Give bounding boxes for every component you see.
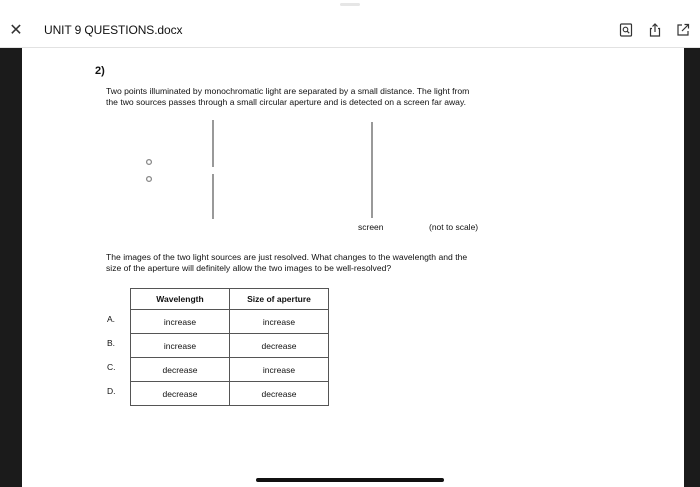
document-title: UNIT 9 QUESTIONS.docx: [44, 23, 183, 37]
cell-aperture: decrease: [230, 334, 329, 358]
cell-wavelength: increase: [131, 334, 230, 358]
cell-aperture: increase: [230, 310, 329, 334]
search-document-icon: [619, 23, 633, 37]
close-button[interactable]: [6, 20, 26, 40]
option-letter-a: A.: [107, 314, 116, 324]
question-prompt-line-1: The images of the two light sources are just resolved. What changes to the wavelength and the: [106, 252, 468, 262]
cell-aperture: decrease: [230, 382, 329, 406]
question-intro: [106, 86, 526, 108]
cell-wavelength: decrease: [131, 382, 230, 406]
answer-table: [130, 288, 329, 406]
viewer-margin-left: [0, 48, 22, 487]
open-external-button[interactable]: [674, 21, 692, 39]
document-page[interactable]: [22, 48, 684, 487]
option-letter-c: C.: [107, 362, 116, 372]
viewer-margin-right: [684, 48, 700, 487]
table-header-row: [131, 289, 329, 310]
share-icon: [648, 23, 662, 37]
light-source-1: [147, 160, 152, 165]
scale-note: (not to scale): [429, 222, 479, 232]
question-prompt-line-2: size of the aperture will definitely allow the two images to be well-resolved?: [106, 263, 392, 273]
table-row: [131, 334, 329, 358]
close-icon: ✕: [9, 22, 23, 39]
table-row: [131, 310, 329, 334]
question-intro-line-2: the two sources passes through a small circular aperture and is detected on a screen far away.: [106, 97, 467, 107]
open-external-icon: [676, 23, 690, 37]
table-row: [131, 382, 329, 406]
option-letter-d: D.: [107, 386, 116, 396]
question-intro-line-1: Two points illuminated by monochromatic light are separated by a small distance. The light from: [106, 86, 470, 96]
screen-label: screen: [358, 222, 384, 232]
share-button[interactable]: [646, 21, 664, 39]
option-letter-b: B.: [107, 338, 116, 348]
top-bar: [0, 0, 700, 48]
top-handle: [340, 3, 360, 6]
header-wavelength: Wavelength: [131, 289, 230, 310]
home-indicator[interactable]: [256, 478, 444, 482]
header-aperture: Size of aperture: [230, 289, 329, 310]
question-number: 2): [95, 65, 105, 77]
cell-wavelength: increase: [131, 310, 230, 334]
table-row: [131, 358, 329, 382]
search-document-button[interactable]: [617, 21, 635, 39]
light-source-2: [147, 177, 152, 182]
question-prompt: [106, 252, 526, 274]
cell-wavelength: decrease: [131, 358, 230, 382]
cell-aperture: increase: [230, 358, 329, 382]
